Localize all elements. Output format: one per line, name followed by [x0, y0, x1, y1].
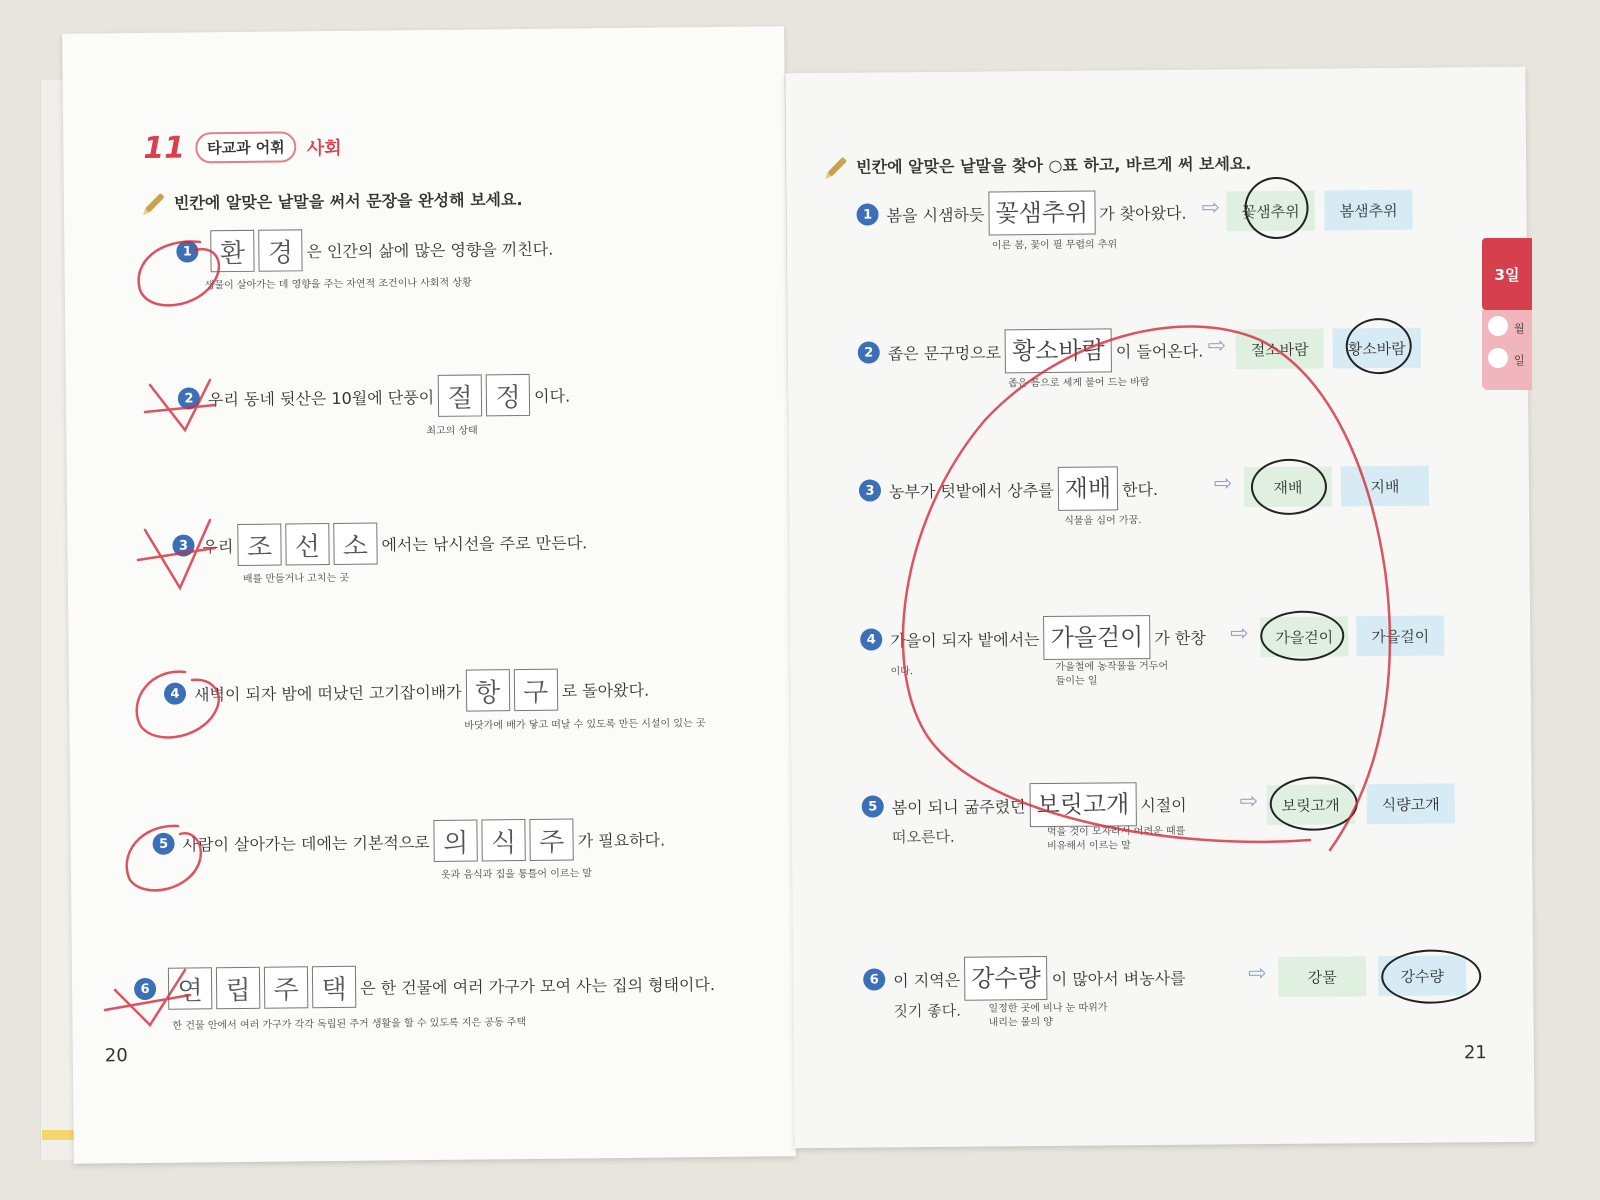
written-answer[interactable]: 강수량	[964, 956, 1048, 1001]
sentence-before: 봄을 시샘하듯	[886, 205, 985, 225]
definition-gloss: 좁은 틈으로 세게 불어 드는 바람	[1007, 377, 1150, 390]
sentence-before: 사람이 살아가는 데에는 기본적으로	[182, 832, 430, 855]
month-dot[interactable]	[1488, 316, 1508, 336]
question-4	[164, 668, 650, 715]
option-button[interactable]: 보릿고개	[1267, 784, 1355, 825]
sentence-after: 에서는 낚시선을 주로 만든다.	[381, 532, 588, 554]
answer-box[interactable]: 주	[264, 966, 308, 1008]
instruction-left	[144, 187, 523, 214]
right-question-2	[858, 328, 1204, 375]
sentence-before: 가을이 되자 밭에서는	[890, 629, 1040, 650]
definition-gloss-line2: 들이는 일	[1055, 675, 1098, 687]
instruction-text: 빈칸에 알맞은 낱말을 찾아 ○표 하고, 바르게 써 보세요.	[856, 154, 1252, 177]
sentence-after: 가 한창	[1154, 628, 1206, 648]
definition-gloss: 먹을 것이 모자라서 어려운 때를	[1046, 825, 1186, 838]
selection-circle	[1381, 949, 1481, 1004]
question-2	[178, 374, 571, 420]
answer-box[interactable]: 환	[210, 230, 254, 272]
sentence-after: 로 돌아왔다.	[561, 680, 650, 701]
option-button[interactable]: 황소바람	[1333, 328, 1421, 369]
question-number: 3	[172, 534, 194, 556]
sentence-after: 이 많아서 벼농사를	[1051, 968, 1186, 989]
answer-boxes	[210, 229, 302, 272]
question-number: 1	[856, 203, 878, 225]
question-number: 5	[862, 795, 884, 817]
question-6	[134, 962, 715, 1010]
option-button[interactable]: 가을걸이	[1356, 616, 1444, 657]
written-answer[interactable]: 꽃샘추위	[988, 191, 1095, 236]
definition-gloss: 생물이 살아가는 데 영향을 주는 자연적 조건이나 사회적 상황	[204, 277, 472, 292]
option-button[interactable]: 가을걷이	[1260, 616, 1348, 657]
option-button[interactable]: 봄샘추위	[1324, 190, 1412, 231]
answer-box[interactable]: 립	[216, 967, 260, 1009]
day-tab: 3일	[1482, 238, 1532, 310]
page-number-left: 20	[104, 1045, 128, 1067]
written-answer[interactable]: 재배	[1058, 466, 1119, 511]
written-answer[interactable]: 보릿고개	[1029, 782, 1136, 827]
sentence-after: 가 필요하다.	[577, 830, 666, 850]
option-button[interactable]: 강수량	[1378, 955, 1466, 996]
day-dot[interactable]	[1488, 348, 1508, 368]
question-3	[172, 520, 587, 566]
sentence-continuation: 짓기 좋다.	[893, 1001, 962, 1021]
written-answer[interactable]: 가을걷이	[1043, 615, 1150, 660]
answer-box[interactable]: 정	[486, 374, 530, 416]
subject-name: 사회	[306, 137, 342, 159]
sentence-continuation: 떠오른다.	[891, 827, 955, 847]
answer-boxes	[237, 523, 377, 566]
definition-gloss: 옷과 음식과 집을 통틀어 이르는 말	[440, 868, 593, 881]
sentence-before: 농부가 텃밭에서 상추를	[888, 480, 1054, 501]
arrow-right-icon: ⇨	[1248, 961, 1267, 987]
answer-box[interactable]: 항	[465, 669, 509, 711]
written-answer[interactable]: 황소바람	[1005, 328, 1112, 373]
month-label: 월	[1514, 322, 1525, 335]
definition-gloss: 식물을 심어 가꿈.	[1064, 515, 1142, 527]
arrow-right-icon: ⇨	[1230, 621, 1249, 647]
question-number: 2	[858, 341, 880, 363]
sentence-after: 가 찾아왔다.	[1099, 203, 1187, 224]
arrow-right-icon: ⇨	[1213, 471, 1233, 497]
option-button[interactable]: 식량고개	[1367, 783, 1455, 824]
question-number: 1	[176, 240, 198, 262]
answer-box[interactable]: 경	[258, 229, 302, 271]
page-number-right: 21	[1463, 1042, 1487, 1064]
answer-box[interactable]: 소	[333, 523, 377, 565]
answer-box[interactable]: 조	[237, 524, 281, 566]
answer-box[interactable]: 의	[433, 820, 477, 862]
sentence-before: 좁은 문구멍으로	[887, 342, 1002, 363]
selection-circle	[1244, 177, 1309, 240]
arrow-right-icon: ⇨	[1239, 789, 1259, 815]
sentence-before: 우리	[202, 536, 234, 556]
question-5	[152, 818, 665, 865]
definition-gloss: 배를 만들거나 고치는 곳	[242, 572, 350, 585]
right-question-3	[859, 466, 1158, 513]
left-page	[62, 26, 796, 1163]
question-number: 3	[859, 479, 881, 501]
definition-gloss: 이른 봄, 꽃이 필 무렵의 추위	[991, 239, 1118, 252]
sentence-after: 이다.	[534, 386, 571, 406]
answer-box[interactable]: 주	[529, 818, 573, 860]
answer-box[interactable]: 구	[513, 669, 557, 711]
sentence-before: 봄이 되니 굶주렸던	[891, 796, 1026, 817]
lesson-number: 11	[143, 130, 186, 166]
question-1	[176, 227, 553, 273]
definition-gloss: 일정한 곳에 비나 눈 따위가	[988, 1002, 1108, 1015]
definition-gloss: 한 건물 안에서 여러 가구가 각각 독립된 주거 생활을 할 수 있도록 지은 공동 주택	[172, 1017, 527, 1032]
arrow-right-icon: ⇨	[1201, 195, 1221, 221]
answer-boxes	[168, 966, 356, 1010]
right-question-1	[856, 190, 1186, 237]
date-strip	[1482, 310, 1532, 390]
sentence-after: 한다.	[1121, 479, 1159, 499]
question-number: 4	[164, 683, 186, 705]
answer-box[interactable]: 연	[168, 967, 212, 1009]
definition-gloss: 최고의 상태	[426, 425, 478, 438]
answer-box[interactable]: 식	[481, 819, 525, 861]
pencil-icon	[827, 156, 847, 176]
lesson-header	[143, 129, 342, 166]
selection-circle	[1251, 459, 1327, 516]
sentence-continuation: 이다.	[890, 666, 914, 678]
definition-gloss: 가을철에 농작물을 거두어	[1055, 660, 1169, 673]
instruction-text: 빈칸에 알맞은 낱말을 써서 문장을 완성해 보세요.	[173, 189, 523, 213]
answer-box[interactable]: 절	[438, 374, 482, 416]
question-number: 5	[152, 833, 174, 855]
question-number: 2	[178, 387, 200, 409]
answer-boxes	[465, 669, 557, 712]
right-question-6	[863, 955, 1186, 1002]
sentence-before: 이 지역은	[893, 970, 961, 990]
question-number: 6	[134, 978, 156, 1000]
question-number: 6	[863, 968, 885, 990]
option-button[interactable]: 강물	[1278, 956, 1366, 997]
sentence-after: 은 한 건물에 여러 가구가 모여 사는 집의 형태이다.	[360, 974, 716, 998]
option-button[interactable]: 절소바람	[1236, 329, 1324, 370]
arrow-right-icon: ⇨	[1207, 333, 1227, 359]
selection-circle	[1345, 318, 1411, 375]
question-number: 4	[860, 628, 882, 650]
sentence-after: 시절이	[1140, 795, 1187, 815]
sentence-after: 은 인간의 삶에 많은 영향을 끼친다.	[306, 239, 554, 261]
sentence-after: 이 들어온다.	[1115, 341, 1204, 361]
day-label: 일	[1514, 354, 1525, 367]
option-button[interactable]: 지배	[1341, 466, 1429, 507]
instruction-right	[826, 151, 1251, 178]
subject-badge: 타교과 어휘	[195, 131, 297, 163]
definition-gloss: 바닷가에 배가 닿고 떠날 수 있도록 만든 시설이 있는 곳	[464, 718, 706, 732]
definition-gloss-line2: 비유해서 이르는 말	[1047, 840, 1131, 852]
definition-gloss-line2: 내리는 물의 양	[988, 1016, 1053, 1029]
pencil-icon	[145, 192, 165, 212]
answer-box[interactable]: 택	[312, 966, 356, 1008]
option-button[interactable]: 재배	[1244, 466, 1332, 507]
sentence-before: 우리 동네 뒷산은 10월에 단풍이	[207, 387, 435, 409]
answer-boxes	[433, 818, 573, 861]
sentence-before: 새벽이 되자 밤에 떠났던 고기잡이배가	[193, 682, 462, 704]
right-page	[785, 67, 1534, 1148]
option-button[interactable]: 꽃샘추위	[1226, 191, 1314, 232]
answer-box[interactable]: 선	[285, 523, 329, 565]
right-question-4	[860, 615, 1206, 662]
answer-boxes	[438, 374, 530, 417]
